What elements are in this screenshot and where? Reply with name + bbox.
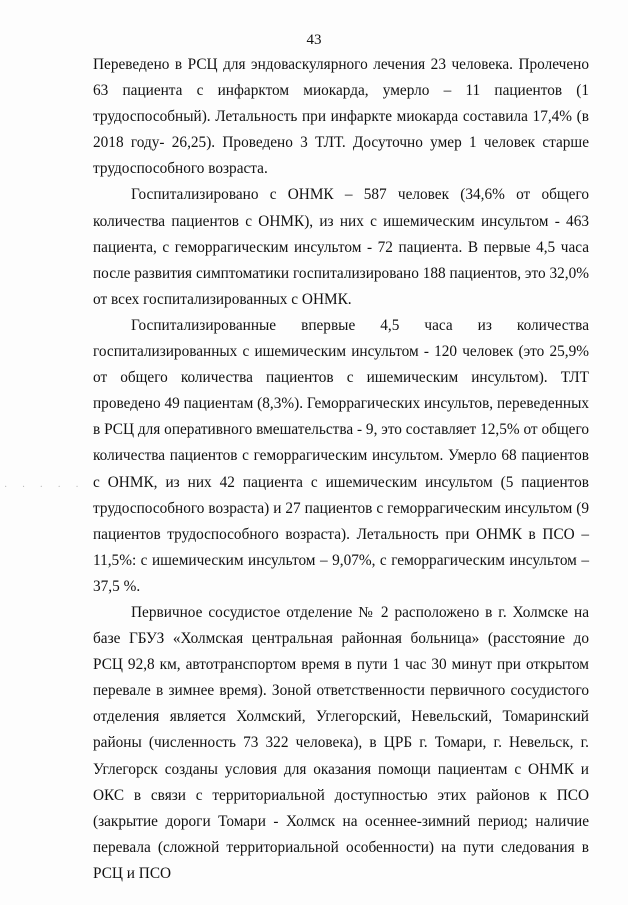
document-body — [93, 52, 589, 887]
paragraph-4: Первичное сосудистое отделение № 2 расположено в г. Холмске на базе ГБУЗ «Холмская центральная районная больница» (расстояние до РСЦ 92,8 км, автотранспортом время в пути 1 час 30 минут при открытом перевале в зимнее время). Зоной ответственности первичного сосудистого отделения является Холмский, Углегорский, Невельский, Томаринский районы (численность 73 322 человека), в ЦРБ г. Томари, г. Невельск, г. Углегорск созданы условия для оказания помощи пациентам с ОНМК и ОКС в связи с территориальной доступностью этих районов к ПСО (закрытие дороги Томари - Холмск на осеннее-зимний период; наличие перевала (сложной территориальной особенности) на пути следования в РСЦ и ПСО — [93, 603, 589, 882]
scan-artifact-dots: · · · · · — [4, 482, 85, 493]
paragraph-1: Переведено в РСЦ для эндоваскулярного лечения 23 человека. Пролечено 63 пациента с инфарктом миокарда, умерло – 11 пациентов (1 трудоспособный). Летальность при инфаркте миокарда составила 17,4% (в 2018 году- 26,25). Проведено 3 ТЛТ. Досуточно умер 1 человек старше трудоспособного возраста. — [93, 56, 589, 178]
paragraph-2: Госпитализировано с ОНМК – 587 человек (34,6% от общего количества пациентов с ОНМК), из них с ишемическим инсультом - 463 пациента, с геморрагическим инсультом - 72 пациента. В первые 4,5 часа после развития симптоматики госпитализировано 188 пациентов, это 32,0% от всех госпитализированных с ОНМК. — [93, 186, 589, 308]
paragraph-3: Госпитализированные впервые 4,5 часа из количества госпитализированных с ишемическим инсультом - 120 человек (это 25,9% от общего количества пациентов с ишемическим инсультом). ТЛТ проведено 49 пациентам (8,3%). Геморрагических инсультов, переведенных в РСЦ для оперативного вмешательства - 9, это составляет 12,5% от общего количества пациентов с геморрагическим инсультом. Умерло 68 пациентов с ОНМК, из них 42 пациента с ишемическим инсультом (5 пациентов трудоспособного возраста) и 27 пациентов с геморрагическим инсультом (9 пациентов трудоспособного возраста). Летальность при ОНМК в ПСО – 11,5%: с ишемическим инсультом – 9,07%, с геморрагическим инсультом – 37,5 %. — [93, 316, 589, 595]
page-number: 43 — [306, 32, 322, 48]
